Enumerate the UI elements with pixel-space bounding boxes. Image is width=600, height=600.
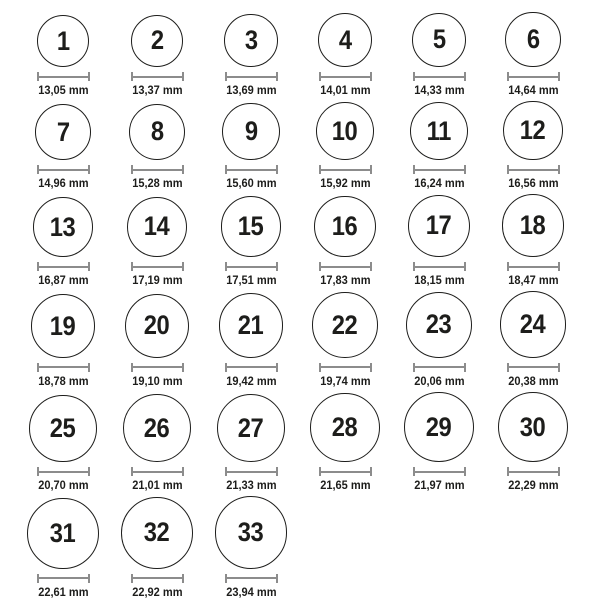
ring-circle bbox=[217, 394, 286, 463]
ring-size-number: 24 bbox=[520, 308, 546, 339]
dimension-tick-right bbox=[182, 574, 184, 583]
ring-size-cell bbox=[392, 195, 486, 287]
ring-circle bbox=[316, 102, 374, 160]
diameter-label: 15,60 mm bbox=[225, 176, 277, 191]
ring-size-row bbox=[16, 291, 600, 388]
ring-size-cell bbox=[486, 12, 580, 97]
ring-circle bbox=[219, 293, 284, 358]
dimension-tick-right bbox=[464, 262, 466, 271]
diameter-label: 14,64 mm bbox=[507, 83, 559, 98]
dimension-bar bbox=[131, 577, 184, 579]
ring-size-number: 25 bbox=[50, 413, 76, 444]
diameter-label: 15,92 mm bbox=[319, 176, 371, 191]
dimension-bar bbox=[131, 366, 184, 368]
diameter-label: 20,38 mm bbox=[507, 373, 559, 388]
diameter-dimension-line bbox=[319, 363, 372, 372]
ring-size-cell bbox=[392, 392, 486, 492]
ring-size-cell bbox=[16, 294, 110, 388]
dimension-tick-right bbox=[558, 165, 560, 174]
ring-circle bbox=[215, 496, 287, 568]
ring-circle bbox=[131, 15, 184, 68]
dimension-tick-right bbox=[276, 72, 278, 81]
dimension-bar bbox=[413, 266, 466, 268]
dimension-tick-right bbox=[370, 467, 372, 476]
dimension-tick-right bbox=[182, 363, 184, 372]
dimension-tick-right bbox=[276, 363, 278, 372]
ring-size-number: 13 bbox=[50, 211, 76, 242]
ring-size-number: 30 bbox=[520, 411, 546, 442]
dimension-tick-right bbox=[88, 467, 90, 476]
ring-size-number: 26 bbox=[144, 412, 170, 443]
ring-size-cell bbox=[110, 197, 204, 287]
diameter-dimension-line bbox=[131, 165, 184, 174]
dimension-bar bbox=[413, 76, 466, 78]
ring-circle bbox=[406, 292, 472, 358]
ring-size-number: 33 bbox=[238, 517, 264, 548]
ring-size-cell bbox=[204, 14, 298, 97]
ring-size-cell bbox=[16, 395, 110, 492]
ring-size-cell bbox=[204, 394, 298, 493]
dimension-tick-right bbox=[88, 262, 90, 271]
dimension-tick-right bbox=[558, 262, 560, 271]
ring-circle bbox=[312, 292, 377, 357]
ring-circle bbox=[314, 196, 376, 258]
ring-circle bbox=[412, 13, 467, 68]
diameter-label: 16,87 mm bbox=[37, 273, 89, 288]
ring-circle bbox=[408, 195, 470, 257]
ring-size-cell bbox=[204, 103, 298, 190]
ring-size-number: 20 bbox=[144, 310, 170, 341]
ring-circle bbox=[318, 13, 372, 67]
ring-circle bbox=[224, 14, 277, 67]
ring-size-cell bbox=[392, 292, 486, 388]
ring-size-number: 14 bbox=[144, 211, 170, 242]
ring-circle bbox=[410, 102, 468, 160]
ring-circle bbox=[123, 394, 191, 462]
diameter-label: 14,01 mm bbox=[319, 83, 371, 98]
ring-size-cell bbox=[16, 15, 110, 97]
dimension-bar bbox=[37, 471, 90, 473]
ring-size-number: 29 bbox=[426, 411, 452, 442]
ring-size-cell bbox=[392, 102, 486, 190]
dimension-tick-right bbox=[276, 262, 278, 271]
dimension-tick-right bbox=[88, 363, 90, 372]
ring-size-row bbox=[16, 392, 600, 493]
ring-size-cell bbox=[110, 294, 204, 388]
dimension-bar bbox=[319, 169, 372, 171]
ring-size-number: 16 bbox=[332, 210, 358, 241]
ring-size-cell bbox=[486, 101, 580, 190]
diameter-label: 15,28 mm bbox=[131, 176, 183, 191]
dimension-tick-right bbox=[558, 467, 560, 476]
dimension-bar bbox=[413, 169, 466, 171]
ring-size-cell bbox=[486, 291, 580, 388]
ring-size-cell bbox=[16, 498, 110, 599]
dimension-tick-right bbox=[464, 165, 466, 174]
ring-size-cell bbox=[16, 104, 110, 190]
diameter-label: 17,19 mm bbox=[131, 273, 183, 288]
diameter-dimension-line bbox=[131, 363, 184, 372]
diameter-dimension-line bbox=[37, 574, 90, 583]
ring-size-number: 6 bbox=[526, 24, 540, 55]
ring-size-cell bbox=[110, 394, 204, 492]
ring-size-number: 3 bbox=[244, 25, 258, 56]
diameter-dimension-line bbox=[37, 262, 90, 271]
diameter-dimension-line bbox=[131, 72, 184, 81]
ring-circle bbox=[502, 194, 565, 257]
ring-size-cell bbox=[392, 13, 486, 98]
dimension-bar bbox=[507, 76, 560, 78]
dimension-tick-right bbox=[182, 262, 184, 271]
diameter-dimension-line bbox=[225, 262, 278, 271]
diameter-label: 21,97 mm bbox=[413, 478, 465, 493]
dimension-bar bbox=[319, 76, 372, 78]
ring-size-cell bbox=[298, 13, 392, 97]
ring-size-number: 32 bbox=[144, 517, 170, 548]
diameter-dimension-line bbox=[225, 574, 278, 583]
ring-size-number: 7 bbox=[56, 116, 70, 147]
ring-circle bbox=[33, 197, 93, 257]
ring-size-number: 8 bbox=[150, 116, 164, 147]
ring-size-cell bbox=[298, 102, 392, 190]
ring-size-number: 27 bbox=[238, 412, 264, 443]
dimension-tick-right bbox=[276, 574, 278, 583]
dimension-bar bbox=[37, 266, 90, 268]
diameter-label: 20,70 mm bbox=[37, 478, 89, 493]
dimension-tick-right bbox=[182, 467, 184, 476]
diameter-dimension-line bbox=[507, 467, 560, 476]
diameter-label: 17,83 mm bbox=[319, 273, 371, 288]
ring-size-cell bbox=[298, 196, 392, 288]
ring-circle bbox=[503, 101, 562, 160]
ring-circle bbox=[505, 12, 560, 67]
diameter-dimension-line bbox=[319, 467, 372, 476]
diameter-dimension-line bbox=[131, 262, 184, 271]
diameter-dimension-line bbox=[37, 467, 90, 476]
ring-size-number: 21 bbox=[238, 309, 264, 340]
diameter-label: 14,33 mm bbox=[413, 83, 465, 98]
ring-size-number: 11 bbox=[426, 115, 452, 146]
dimension-bar bbox=[225, 577, 278, 579]
diameter-dimension-line bbox=[225, 165, 278, 174]
diameter-dimension-line bbox=[413, 165, 466, 174]
diameter-dimension-line bbox=[413, 363, 466, 372]
ring-circle bbox=[129, 104, 185, 160]
dimension-tick-right bbox=[88, 574, 90, 583]
ring-size-number: 28 bbox=[332, 412, 358, 443]
ring-circle bbox=[35, 104, 91, 160]
ring-size-number: 23 bbox=[426, 309, 452, 340]
diameter-label: 18,15 mm bbox=[413, 273, 465, 288]
ring-size-row bbox=[16, 194, 600, 287]
diameter-dimension-line bbox=[319, 165, 372, 174]
dimension-tick-right bbox=[182, 72, 184, 81]
ring-circle bbox=[29, 395, 96, 462]
diameter-label: 13,05 mm bbox=[37, 83, 89, 98]
diameter-label: 22,29 mm bbox=[507, 478, 559, 493]
ring-size-row bbox=[16, 496, 600, 598]
dimension-bar bbox=[319, 471, 372, 473]
diameter-dimension-line bbox=[507, 165, 560, 174]
dimension-bar bbox=[37, 366, 90, 368]
diameter-label: 16,56 mm bbox=[507, 176, 559, 191]
diameter-label: 17,51 mm bbox=[225, 273, 277, 288]
ring-size-row bbox=[16, 12, 600, 97]
ring-size-number: 9 bbox=[244, 116, 258, 147]
diameter-label: 18,78 mm bbox=[37, 373, 89, 388]
dimension-tick-right bbox=[276, 467, 278, 476]
ring-size-number: 12 bbox=[520, 115, 546, 146]
ring-size-cell bbox=[204, 196, 298, 287]
dimension-bar bbox=[319, 366, 372, 368]
dimension-bar bbox=[507, 471, 560, 473]
ring-size-number: 15 bbox=[238, 211, 264, 242]
ring-size-row bbox=[16, 101, 600, 190]
diameter-label: 19,42 mm bbox=[225, 373, 277, 388]
dimension-tick-right bbox=[88, 165, 90, 174]
ring-circle bbox=[125, 294, 189, 358]
dimension-tick-right bbox=[88, 72, 90, 81]
ring-size-cell bbox=[298, 292, 392, 387]
dimension-bar bbox=[507, 366, 560, 368]
ring-size-number: 31 bbox=[50, 517, 76, 548]
dimension-bar bbox=[225, 366, 278, 368]
dimension-bar bbox=[131, 169, 184, 171]
ring-size-cell bbox=[110, 15, 204, 98]
ring-size-number: 2 bbox=[150, 25, 164, 56]
diameter-label: 13,37 mm bbox=[131, 83, 183, 98]
ring-size-cell bbox=[204, 293, 298, 388]
dimension-bar bbox=[225, 169, 278, 171]
dimension-bar bbox=[225, 76, 278, 78]
diameter-label: 14,96 mm bbox=[37, 176, 89, 191]
ring-size-number: 19 bbox=[50, 310, 76, 341]
dimension-bar bbox=[319, 266, 372, 268]
dimension-bar bbox=[507, 266, 560, 268]
diameter-dimension-line bbox=[319, 262, 372, 271]
dimension-bar bbox=[225, 266, 278, 268]
dimension-tick-right bbox=[464, 363, 466, 372]
dimension-bar bbox=[413, 366, 466, 368]
ring-circle bbox=[27, 498, 98, 569]
diameter-label: 21,01 mm bbox=[131, 478, 183, 493]
dimension-tick-right bbox=[370, 363, 372, 372]
dimension-tick-right bbox=[182, 165, 184, 174]
diameter-label: 19,74 mm bbox=[319, 373, 371, 388]
ring-size-cell bbox=[486, 392, 580, 493]
diameter-dimension-line bbox=[131, 574, 184, 583]
ring-size-number: 22 bbox=[332, 309, 358, 340]
diameter-label: 21,65 mm bbox=[319, 478, 371, 493]
ring-size-cell bbox=[16, 197, 110, 287]
diameter-dimension-line bbox=[507, 72, 560, 81]
ring-size-number: 5 bbox=[432, 24, 446, 55]
dimension-tick-right bbox=[558, 363, 560, 372]
ring-circle bbox=[500, 291, 567, 358]
dimension-tick-right bbox=[464, 72, 466, 81]
diameter-label: 16,24 mm bbox=[413, 176, 465, 191]
ring-size-cell bbox=[298, 393, 392, 492]
dimension-bar bbox=[37, 577, 90, 579]
ring-size-cell bbox=[110, 104, 204, 190]
ring-circle bbox=[404, 392, 474, 462]
diameter-dimension-line bbox=[413, 467, 466, 476]
ring-size-number: 1 bbox=[56, 25, 70, 56]
diameter-dimension-line bbox=[413, 72, 466, 81]
diameter-label: 22,92 mm bbox=[131, 584, 183, 599]
dimension-bar bbox=[507, 169, 560, 171]
dimension-bar bbox=[37, 76, 90, 78]
dimension-tick-right bbox=[276, 165, 278, 174]
diameter-label: 21,33 mm bbox=[225, 478, 277, 493]
diameter-label: 23,94 mm bbox=[225, 584, 277, 599]
diameter-dimension-line bbox=[37, 165, 90, 174]
diameter-label: 18,47 mm bbox=[507, 273, 559, 288]
dimension-bar bbox=[131, 471, 184, 473]
ring-size-number: 17 bbox=[426, 210, 452, 241]
ring-circle bbox=[121, 497, 193, 569]
diameter-label: 19,10 mm bbox=[131, 373, 183, 388]
ring-size-cell bbox=[110, 497, 204, 599]
diameter-dimension-line bbox=[319, 72, 372, 81]
ring-size-cell bbox=[204, 496, 298, 598]
diameter-dimension-line bbox=[413, 262, 466, 271]
dimension-tick-right bbox=[464, 467, 466, 476]
dimension-tick-right bbox=[558, 72, 560, 81]
diameter-label: 13,69 mm bbox=[225, 83, 277, 98]
diameter-dimension-line bbox=[507, 363, 560, 372]
ring-circle bbox=[222, 103, 279, 160]
ring-circle bbox=[31, 294, 95, 358]
ring-circle bbox=[498, 392, 569, 463]
diameter-dimension-line bbox=[37, 363, 90, 372]
ring-size-number: 4 bbox=[338, 24, 352, 55]
dimension-tick-right bbox=[370, 262, 372, 271]
dimension-bar bbox=[37, 169, 90, 171]
dimension-tick-right bbox=[370, 165, 372, 174]
dimension-tick-right bbox=[370, 72, 372, 81]
dimension-bar bbox=[131, 266, 184, 268]
ring-circle bbox=[310, 393, 379, 462]
ring-circle bbox=[37, 15, 89, 67]
diameter-dimension-line bbox=[225, 72, 278, 81]
ring-size-number: 18 bbox=[520, 210, 546, 241]
ring-circle bbox=[221, 196, 282, 257]
diameter-dimension-line bbox=[225, 467, 278, 476]
dimension-bar bbox=[225, 471, 278, 473]
diameter-dimension-line bbox=[507, 262, 560, 271]
diameter-label: 22,61 mm bbox=[37, 584, 89, 599]
dimension-bar bbox=[131, 76, 184, 78]
ring-size-number: 10 bbox=[332, 115, 358, 146]
diameter-dimension-line bbox=[225, 363, 278, 372]
diameter-dimension-line bbox=[37, 72, 90, 81]
diameter-label: 20,06 mm bbox=[413, 373, 465, 388]
ring-circle bbox=[127, 197, 187, 257]
diameter-dimension-line bbox=[131, 467, 184, 476]
dimension-bar bbox=[413, 471, 466, 473]
ring-size-cell bbox=[486, 194, 580, 287]
